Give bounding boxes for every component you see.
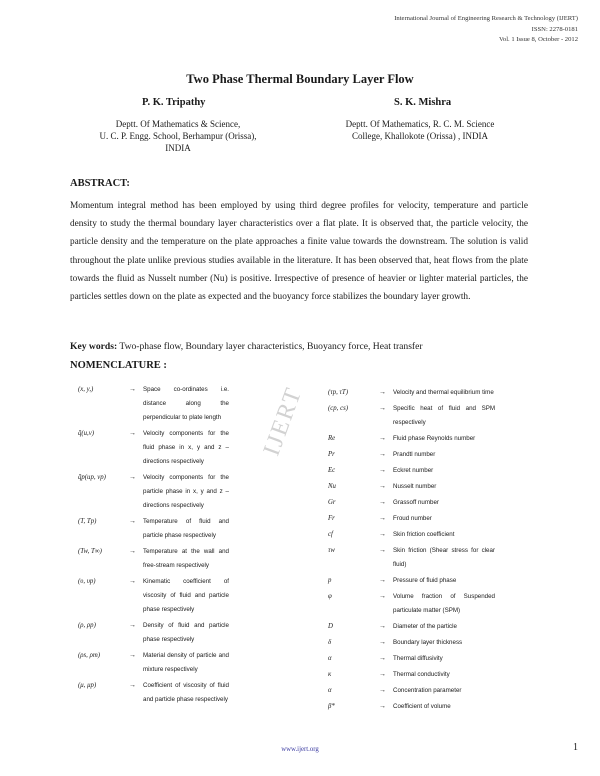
arrow-right-icon: →	[379, 405, 386, 412]
nomenclature-symbol: (υ, υp)	[78, 578, 96, 585]
nomenclature-row	[326, 386, 495, 400]
arrow-right-icon: →	[129, 518, 136, 525]
nomenclature-description: Concentration parameter	[393, 687, 462, 694]
arrow-right-icon: →	[129, 474, 136, 481]
arrow-right-icon: →	[379, 499, 386, 506]
nomenclature-description: Diameter of the particle	[393, 623, 457, 630]
arrow-right-icon: →	[379, 639, 386, 646]
nomenclature-description: Nusselt number	[393, 483, 437, 490]
author-1-name: P. K. Tripathy	[142, 97, 206, 108]
nomenclature-description: Space co-ordinates i.e. distance along the perpendicular to plate length	[143, 386, 229, 421]
arrow-right-icon: →	[129, 682, 136, 689]
nomenclature-description: Velocity components for the fluid phase in x, y and z – directions respectively	[143, 430, 229, 465]
abstract-heading: ABSTRACT:	[70, 178, 130, 189]
nomenclature-symbol: β*	[328, 703, 335, 710]
nomenclature-heading: NOMENCLATURE :	[70, 360, 167, 371]
arrow-right-icon: →	[379, 671, 386, 678]
arrow-right-icon: →	[129, 622, 136, 629]
nomenclature-row	[76, 679, 229, 707]
nomenclature-row	[326, 574, 495, 588]
arrow-right-icon: →	[379, 467, 386, 474]
journal-header	[394, 14, 578, 46]
nomenclature-symbol: (μ, μp)	[78, 682, 97, 689]
arrow-right-icon: →	[379, 515, 386, 522]
nomenclature-description: Material density of particle and mixture respectively	[143, 652, 229, 673]
nomenclature-row	[326, 668, 495, 682]
nomenclature-symbol: α	[328, 687, 332, 694]
arrow-right-icon: →	[379, 451, 386, 458]
nomenclature-row	[326, 480, 495, 494]
nomenclature-symbol: κ	[328, 671, 332, 678]
author-1-affiliation	[80, 118, 276, 154]
keywords	[70, 341, 423, 352]
nomenclature-symbol: τw	[328, 547, 335, 554]
nomenclature-row	[326, 652, 495, 666]
arrow-right-icon: →	[379, 435, 386, 442]
nomenclature-row	[326, 448, 495, 462]
nomenclature-symbol: φ	[328, 593, 332, 600]
nomenclature-row	[326, 620, 495, 634]
arrow-right-icon: →	[379, 389, 386, 396]
author-2-affiliation	[330, 118, 510, 142]
nomenclature-symbol: (τp, τT)	[328, 389, 348, 396]
arrow-right-icon: →	[379, 547, 386, 554]
affiliation-line: College, Khallokote (Orissa) , INDIA	[352, 131, 488, 141]
nomenclature-symbol: q̄(u,v)	[78, 430, 95, 437]
affiliation-line: INDIA	[165, 143, 191, 153]
nomenclature-description: Volume fraction of Suspended particulate matter (SPM)	[393, 593, 495, 614]
nomenclature-symbol: Fr	[328, 515, 335, 522]
nomenclature-symbol: Nu	[328, 483, 336, 490]
nomenclature-symbol: Re	[328, 435, 336, 442]
nomenclature-symbol: (ρ, ρp)	[78, 622, 96, 629]
nomenclature-description: Velocity components for the particle phase in x, y and z – directions respectively	[143, 474, 229, 509]
nomenclature-row	[326, 528, 495, 542]
keywords-label: Key words:	[70, 341, 118, 352]
nomenclature-symbol: D	[328, 623, 333, 630]
nomenclature-row	[76, 427, 229, 469]
arrow-right-icon: →	[379, 687, 386, 694]
nomenclature-description: Froud number	[393, 515, 432, 522]
author-2-name: S. K. Mishra	[394, 97, 452, 108]
affiliation-line: Deptt. Of Mathematics & Science,	[115, 119, 241, 129]
ijert-watermark: IJERT	[258, 383, 308, 460]
nomenclature-symbol: q̄p(up, vp)	[78, 474, 106, 481]
nomenclature-description: Thermal conductivity	[393, 671, 450, 678]
arrow-right-icon: →	[129, 548, 136, 555]
arrow-right-icon: →	[129, 386, 136, 393]
arrow-right-icon: →	[379, 577, 386, 584]
nomenclature-symbol: (x, y,)	[78, 386, 94, 393]
nomenclature-symbol: Ec	[328, 467, 336, 474]
nomenclature-description: Specific heat of fluid and SPM respectively	[393, 405, 495, 426]
nomenclature-symbol: Pr	[328, 451, 335, 458]
nomenclature-symbol: (ρs, ρm)	[78, 652, 101, 659]
nomenclature-description: Density of fluid and particle phase respectively	[143, 622, 229, 643]
nomenclature-description: Velocity and thermal equilibrium time	[393, 389, 494, 396]
keywords-text: Two-phase flow, Boundary layer characteristics, Buoyancy force, Heat transfer	[117, 341, 423, 352]
nomenclature-description: Coefficient of volume	[393, 703, 451, 710]
arrow-right-icon: →	[379, 531, 386, 538]
footer-url: www.ijert.org	[281, 746, 319, 753]
nomenclature-row	[76, 471, 229, 513]
nomenclature-description: Pressure of fluid phase	[393, 577, 457, 584]
nomenclature-symbol: (Tw, T∞)	[78, 548, 102, 555]
nomenclature-left-column	[76, 383, 229, 709]
journal-volume: Vol. 1 Issue 8, October - 2012	[499, 36, 578, 43]
arrow-right-icon: →	[379, 623, 386, 630]
nomenclature-symbol: (T, Tp)	[78, 518, 97, 525]
nomenclature-description: Kinematic coefficient of viscosity of fluid and particle phase respectively	[143, 578, 229, 613]
arrow-right-icon: →	[129, 652, 136, 659]
abstract-text: Momentum integral method has been employed by using third degree profiles for velocity, temperature and particle density to study the thermal boundary layer characteristics over a flat plate. It is observed that, the particle velocity, the particle density and the temperature on the plate approaches a finite value towards the downstream. The solution is valid throughout the plate unlike previous studies available in the literature. It has been observed that, heat flows from the plate towards the fluid as Nusselt number (Nu) is positive. Irrespective of presence of heavier or lighter material particles, the particles settles down on the plate as expected and the buoyancy force stabilizes the boundary layer growth.	[70, 201, 528, 303]
paper-title: Two Phase Thermal Boundary Layer Flow	[186, 72, 414, 86]
journal-issn: ISSN: 2278-0181	[531, 25, 578, 33]
nomenclature-row	[76, 575, 229, 617]
nomenclature-description: Boundary layer thickness	[393, 639, 463, 646]
journal-name: International Journal of Engineering Research & Technology (IJERT)	[394, 15, 578, 22]
arrow-right-icon: →	[129, 578, 136, 585]
nomenclature-description: Coefficient of viscosity of fluid and particle phase respectively	[143, 682, 229, 703]
arrow-right-icon: →	[379, 483, 386, 490]
nomenclature-symbol: Gr	[328, 499, 336, 506]
nomenclature-row	[326, 432, 495, 446]
nomenclature-symbol: p	[328, 577, 332, 584]
nomenclature-description: Grassoff number	[393, 499, 439, 506]
nomenclature-row	[76, 515, 229, 543]
nomenclature-row	[76, 619, 229, 647]
arrow-right-icon: →	[379, 655, 386, 662]
nomenclature-description: Fluid phase Reynolds number	[393, 435, 476, 442]
nomenclature-row	[76, 545, 229, 573]
nomenclature-symbol: α	[328, 655, 332, 662]
nomenclature-row	[326, 590, 495, 618]
nomenclature-symbol: cf	[328, 531, 333, 538]
affiliation-line: Deptt. Of Mathematics, R. C. M. Science	[345, 119, 495, 129]
page-number: 1	[573, 742, 578, 753]
arrow-right-icon: →	[379, 703, 386, 710]
nomenclature-description: Thermal diffusivity	[393, 655, 443, 662]
arrow-right-icon: →	[129, 430, 136, 437]
affiliation-line: U. C. P. Engg. School, Berhampur (Orissa),	[99, 131, 257, 141]
nomenclature-row	[326, 700, 495, 714]
nomenclature-row	[326, 684, 495, 698]
nomenclature-row	[326, 512, 495, 526]
nomenclature-symbol: δ	[328, 639, 332, 646]
nomenclature-row	[326, 402, 495, 430]
nomenclature-row	[326, 636, 495, 650]
arrow-right-icon: →	[379, 593, 386, 600]
nomenclature-description: Skin friction coefficient	[393, 531, 455, 538]
nomenclature-description: Prandtl number	[393, 451, 436, 458]
nomenclature-row	[76, 383, 229, 425]
nomenclature-description: Skin friction (Shear stress for clear fluid)	[393, 547, 495, 568]
nomenclature-row	[326, 544, 495, 572]
nomenclature-description: Temperature at the wall and free-stream respectively	[143, 548, 229, 569]
nomenclature-description: Temperature of fluid and particle phase respectively	[143, 518, 229, 539]
nomenclature-description: Eckret number	[393, 467, 434, 474]
nomenclature-symbol: (cp, cs)	[328, 405, 349, 412]
nomenclature-right-column	[326, 386, 495, 716]
nomenclature-row	[76, 649, 229, 677]
nomenclature-row	[326, 496, 495, 510]
nomenclature-row	[326, 464, 495, 478]
